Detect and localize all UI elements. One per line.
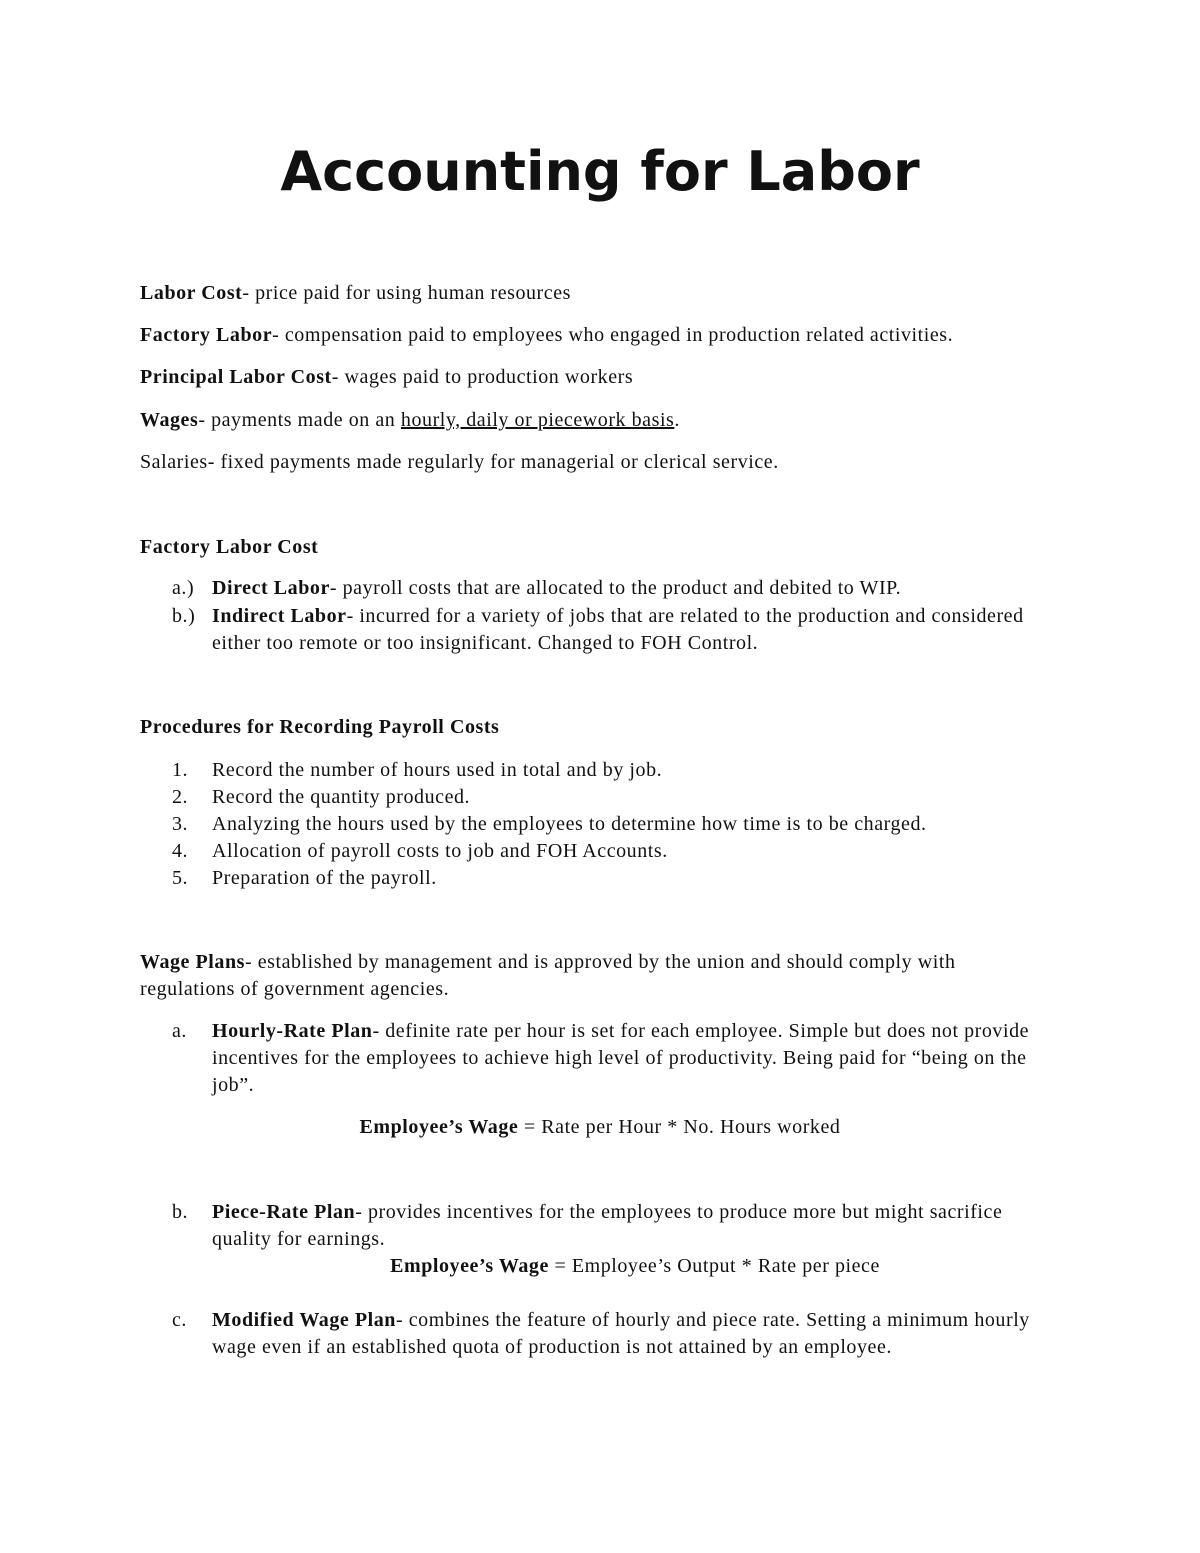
list-item: 5. Preparation of the payroll. — [172, 867, 437, 889]
page-title: Accounting for Labor — [280, 140, 920, 203]
list-item-continuation: quality for earnings. — [212, 1228, 386, 1250]
wage-plans-continuation: regulations of government agencies. — [140, 978, 450, 1000]
list-item: c. Modified Wage Plan- combines the feature of hourly and piece rate. Setting a minimum hourly — [172, 1309, 1030, 1331]
formula-piece-wage: Employee’s Wage = Employee’s Output * Rate per piece — [390, 1255, 880, 1277]
list-item: b. Piece-Rate Plan- provides incentives for the employees to produce more but might sacrifice — [172, 1201, 1003, 1223]
list-item: a. Hourly-Rate Plan- definite rate per hour is set for each employee. Simple but does not provide — [172, 1020, 1030, 1042]
list-item: 1. Record the number of hours used in total and by job. — [172, 759, 663, 781]
list-item-continuation: job”. — [212, 1074, 255, 1096]
wage-plans-definition: Wage Plans- established by management and is approved by the union and should comply with — [140, 951, 956, 973]
list-item-continuation: either too remote or too insignificant. Changed to FOH Control. — [212, 632, 759, 654]
section-heading-factory-labor-cost: Factory Labor Cost — [140, 536, 319, 558]
list-item: b.) Indirect Labor- incurred for a variety of jobs that are related to the production and considered — [172, 605, 1024, 627]
definition-factory-labor: Factory Labor- compensation paid to employees who engaged in production related activities. — [140, 324, 954, 346]
list-item: a.) Direct Labor- payroll costs that are allocated to the product and debited to WIP. — [172, 577, 902, 599]
definition-principal-labor-cost: Principal Labor Cost- wages paid to production workers — [140, 366, 634, 388]
list-item: 3. Analyzing the hours used by the employees to determine how time is to be charged. — [172, 813, 927, 835]
section-heading-procedures: Procedures for Recording Payroll Costs — [140, 716, 500, 738]
list-item: 4. Allocation of payroll costs to job and FOH Accounts. — [172, 840, 668, 862]
formula-hourly-wage: Employee’s Wage = Rate per Hour * No. Hours worked — [359, 1116, 841, 1138]
definition-salaries: Salaries- fixed payments made regularly for managerial or clerical service. — [140, 451, 779, 473]
list-item-continuation: incentives for the employees to achieve high level of productivity. Being paid for “being on the — [212, 1047, 1027, 1069]
list-item-continuation: wage even if an established quota of production is not attained by an employee. — [212, 1336, 892, 1358]
list-item: 2. Record the quantity produced. — [172, 786, 471, 808]
definition-wages: Wages- payments made on an hourly, daily or piecework basis. — [140, 409, 680, 431]
definition-labor-cost: Labor Cost- price paid for using human resources — [140, 282, 571, 304]
